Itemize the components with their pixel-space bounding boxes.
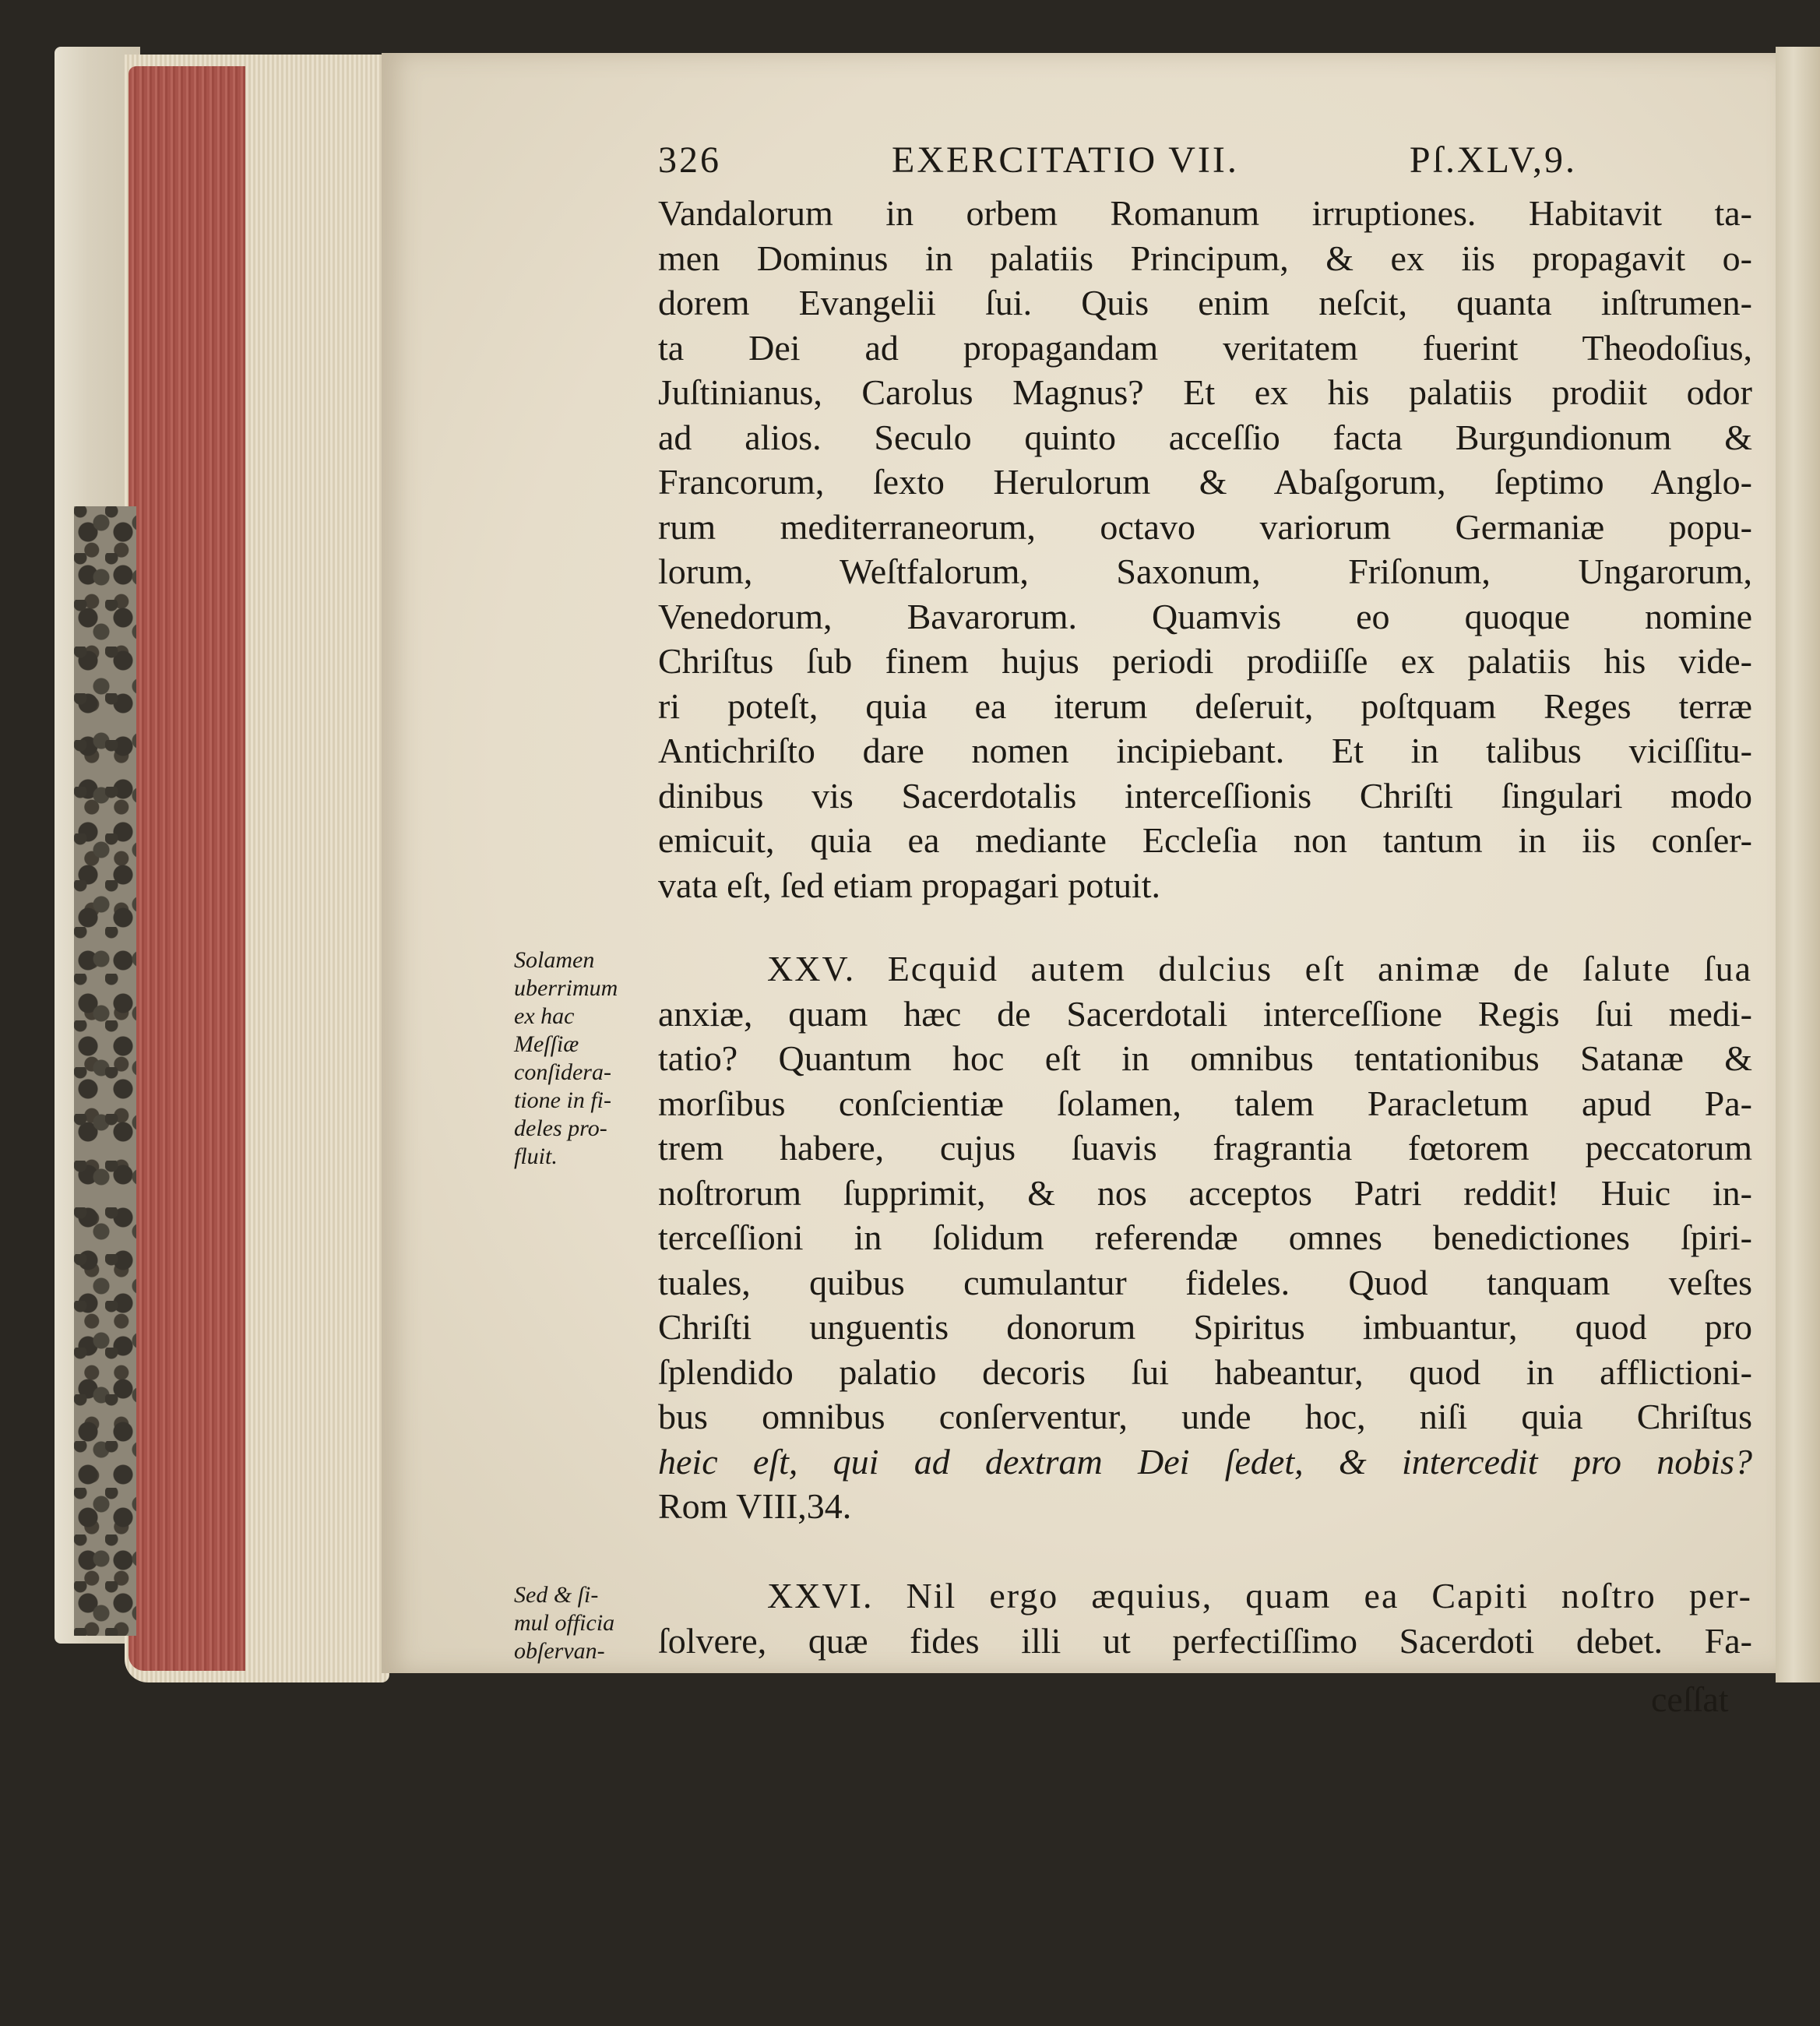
paragraph-2: [658, 946, 1752, 1529]
book-cover-right: [1776, 47, 1820, 1682]
text-line: lorum, Weſtfalorum, Saxonum, Friſonum, Ungarorum,: [658, 551, 1752, 591]
text-line: terceſſioni in ſolidum referendæ omnes benedictiones ſpiri-: [658, 1217, 1752, 1257]
marginal-line: conſidera-: [514, 1059, 611, 1085]
catchword: ceſſat: [1651, 1679, 1729, 1719]
text-line: vata eſt, ſed etiam propagari potuit.: [658, 865, 1161, 905]
marbled-cover: [74, 506, 136, 1636]
text-line: noſtrorum ſupprimit, & nos acceptos Patri reddit! Huic in-: [658, 1172, 1752, 1213]
text-line: ta Dei ad propagandam veritatem fuerint Theodoſius,: [658, 327, 1752, 368]
text-line: Rom VIII,34.: [658, 1486, 852, 1526]
text-line: Vandalorum in orbem Romanum irruptiones. Habitavit ta-: [658, 193, 1752, 233]
marginal-line: obſervan-: [514, 1638, 605, 1664]
marginal-line: deles pro-: [514, 1115, 607, 1141]
text-line: Venedorum, Bavarorum. Quamvis eo quoque nomine: [658, 596, 1752, 636]
text-line: rum mediterraneorum, octavo variorum Germaniæ popu-: [658, 506, 1752, 547]
psalm-reference: Pſ.XLV,9.: [1409, 139, 1577, 181]
text-line: XXVI. Nil ergo æquius, quam ea Capiti noſtro per-: [767, 1576, 1752, 1616]
text-line: men Dominus in palatiis Principum, & ex iis propagavit o-: [658, 238, 1752, 278]
text-line: XXV. Ecquid autem dulcius eſt animæ de ſalute ſua: [767, 949, 1752, 988]
marginal-note-1: [514, 946, 650, 1171]
text-line: Francorum, ſexto Herulorum & Abaſgorum, ſeptimo Anglo-: [658, 462, 1752, 502]
text-line: Chriſti unguentis donorum Spiritus imbuantur, quod pro: [658, 1307, 1752, 1347]
paragraph-3: [658, 1573, 1752, 1663]
running-header: [658, 139, 1577, 185]
running-title: EXERCITATIO VII.: [892, 139, 1239, 181]
red-page-edge: [128, 66, 245, 1671]
text-line: ſplendido palatio decoris ſui habeantur, quod in afflictioni-: [658, 1351, 1752, 1392]
marginal-line: Sed & ſi-: [514, 1582, 599, 1608]
text-line: heic eſt, qui ad dextram Dei ſedet, & intercedit pro nobis?: [658, 1441, 1752, 1482]
marginal-line: fluit.: [514, 1143, 558, 1169]
text-line: dorem Evangelii ſui. Quis enim neſcit, quanta inſtrumen-: [658, 283, 1752, 322]
paragraph-1: [658, 191, 1752, 907]
text-line: morſibus conſcientiæ ſolamen, talem Paracletum apud Pa-: [658, 1083, 1752, 1123]
text-line: ri poteſt, quia ea iterum deſeruit, poſtquam Reges terræ: [658, 685, 1752, 726]
marginal-line: mul officia: [514, 1610, 615, 1636]
text-line: tuales, quibus cumulantur fideles. Quod tanquam veſtes: [658, 1262, 1752, 1302]
text-line: emicuit, quia ea mediante Eccleſia non tantum in iis conſer-: [658, 820, 1752, 860]
text-line: ſolvere, quæ fides illi ut perfectiſſimo Sacerdoti debet. Fa-: [658, 1620, 1752, 1661]
marginal-line: Solamen: [514, 947, 595, 973]
text-line: Antichriſto dare nomen incipiebant. Et in talibus viciſſitu-: [658, 731, 1752, 770]
text-line: anxiæ, quam hæc de Sacerdotali interceſſione Regis ſui medi-: [658, 993, 1752, 1034]
marginal-line: tione in fi-: [514, 1087, 611, 1113]
text-line: Chriſtus ſub finem hujus periodi prodiiſſe ex palatiis his vide-: [658, 641, 1752, 681]
text-line: ad alios. Seculo quinto acceſſio facta Burgundionum &: [658, 417, 1752, 457]
text-line: Juſtinianus, Carolus Magnus? Et ex his palatiis prodiit odor: [658, 372, 1752, 412]
text-line: bus omnibus conſerventur, unde hoc, niſi quia Chriſtus: [658, 1397, 1752, 1436]
marginal-line: Meſſiæ: [514, 1031, 579, 1057]
text-line: tatio? Quantum hoc eſt in omnibus tentationibus Satanæ &: [658, 1038, 1752, 1078]
text-line: trem habere, cujus ſuavis fragrantia fœtorem peccatorum: [658, 1128, 1752, 1168]
text-line: dinibus vis Sacerdotalis interceſſionis Chriſti ſingulari modo: [658, 775, 1752, 816]
marginal-line: uberrimum: [514, 975, 618, 1001]
marginal-note-2: [514, 1581, 650, 1665]
page-number: 326: [658, 139, 721, 181]
marginal-line: ex hac: [514, 1003, 575, 1029]
